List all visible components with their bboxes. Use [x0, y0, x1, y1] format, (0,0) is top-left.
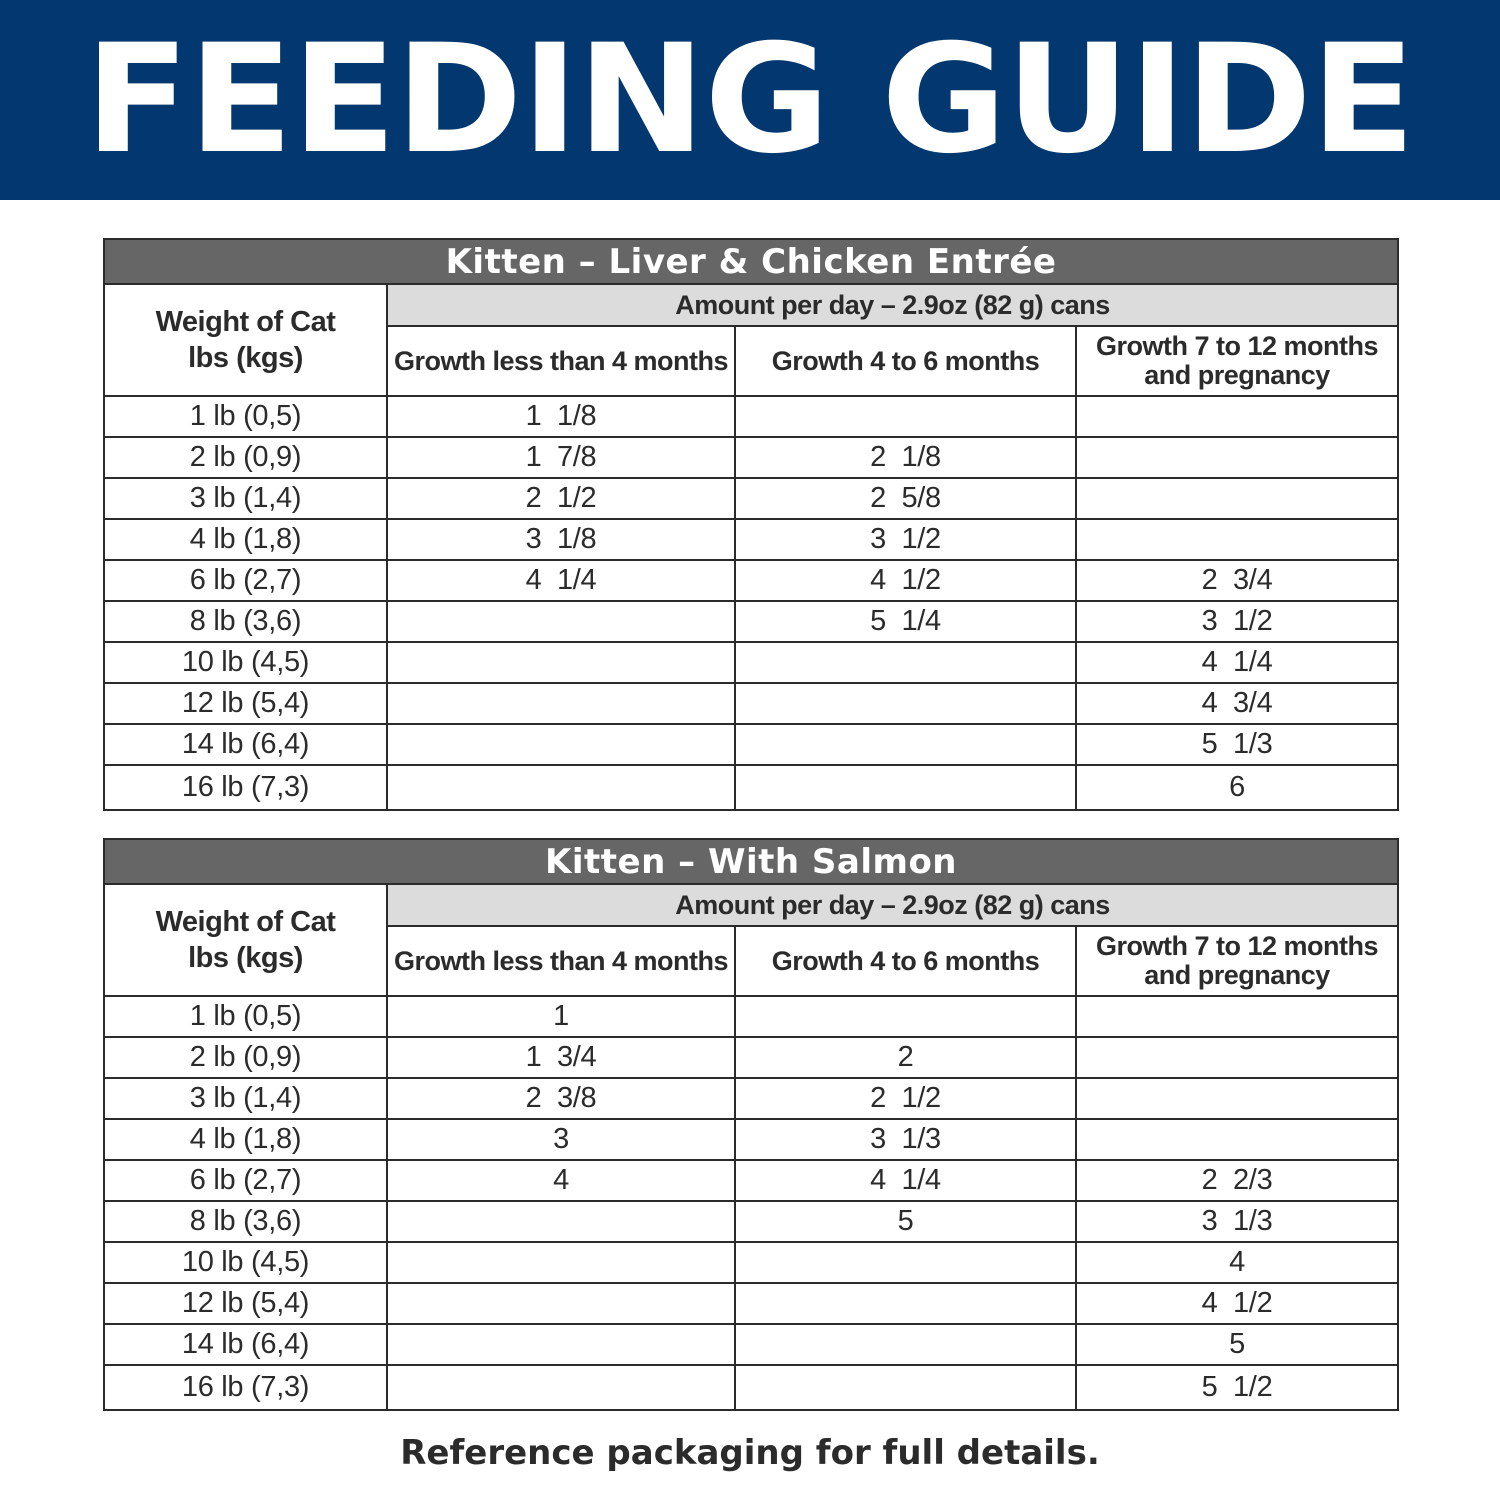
- weight-cell: 8 lb (3,6): [104, 1201, 387, 1242]
- amount-cell: [735, 1324, 1076, 1365]
- table-row: [104, 765, 1398, 810]
- table-row: [104, 1037, 1398, 1078]
- table-row: [104, 478, 1398, 519]
- amount-cell: 4 1/4: [387, 560, 735, 601]
- table-title: Kitten – Liver & Chicken Entrée: [104, 239, 1398, 284]
- column-header-growth-4-6: Growth 4 to 6 months: [735, 926, 1076, 996]
- amount-cell: 3 1/2: [1076, 601, 1398, 642]
- weight-cell: 4 lb (1,8): [104, 1119, 387, 1160]
- amount-cell: [735, 1365, 1076, 1410]
- weight-cell: 2 lb (0,9): [104, 1037, 387, 1078]
- amount-cell: [387, 724, 735, 765]
- amount-cell: [1076, 478, 1398, 519]
- amount-cell: 3 1/3: [1076, 1201, 1398, 1242]
- table-row: [104, 683, 1398, 724]
- table-row: [104, 519, 1398, 560]
- amount-cell: 5 1/4: [735, 601, 1076, 642]
- amount-cell: 2 2/3: [1076, 1160, 1398, 1201]
- weight-cell: 3 lb (1,4): [104, 478, 387, 519]
- footer-note: Reference packaging for full details.: [400, 1433, 1100, 1473]
- amount-cell: 3 1/3: [735, 1119, 1076, 1160]
- table-title: Kitten – With Salmon: [104, 839, 1398, 884]
- weight-column-header: Weight of Cat lbs (kgs): [104, 284, 387, 396]
- weight-cell: 12 lb (5,4): [104, 683, 387, 724]
- weight-cell: 10 lb (4,5): [104, 642, 387, 683]
- table-row: [104, 724, 1398, 765]
- table-row: [104, 1201, 1398, 1242]
- amount-cell: 3 1/2: [735, 519, 1076, 560]
- amount-cell: [1076, 996, 1398, 1037]
- table-row: [104, 560, 1398, 601]
- feeding-table-salmon: [103, 838, 1399, 1411]
- feeding-table-liver-chicken: [103, 238, 1399, 811]
- table-row: [104, 642, 1398, 683]
- amount-cell: 2: [735, 1037, 1076, 1078]
- amount-cell: 5 1/2: [1076, 1365, 1398, 1410]
- amount-cell: 6: [1076, 765, 1398, 810]
- column-header-growth-under-4: Growth less than 4 months: [387, 326, 735, 396]
- column-header-growth-7-12: Growth 7 to 12 months and pregnancy: [1076, 926, 1398, 996]
- amount-cell: 3: [387, 1119, 735, 1160]
- column-header-growth-under-4: Growth less than 4 months: [387, 926, 735, 996]
- amount-cell: 5 1/3: [1076, 724, 1398, 765]
- weight-cell: 12 lb (5,4): [104, 1283, 387, 1324]
- weight-column-header: Weight of Cat lbs (kgs): [104, 884, 387, 996]
- amount-cell: [387, 1324, 735, 1365]
- amount-cell: [735, 1283, 1076, 1324]
- amount-cell: [387, 683, 735, 724]
- table-row: [104, 1078, 1398, 1119]
- table-row: [104, 996, 1398, 1037]
- amount-cell: 4 1/4: [1076, 642, 1398, 683]
- table-body: [104, 996, 1398, 1410]
- table-row: [104, 1283, 1398, 1324]
- amount-cell: 2 3/4: [1076, 560, 1398, 601]
- amount-cell: 4 1/2: [735, 560, 1076, 601]
- amount-cell: [735, 683, 1076, 724]
- weight-cell: 1 lb (0,5): [104, 996, 387, 1037]
- amount-cell: [1076, 519, 1398, 560]
- table-row: [104, 1324, 1398, 1365]
- column-header-growth-4-6: Growth 4 to 6 months: [735, 326, 1076, 396]
- amount-cell: [735, 996, 1076, 1037]
- amount-header: Amount per day – 2.9oz (82 g) cans: [387, 284, 1398, 326]
- weight-cell: 16 lb (7,3): [104, 765, 387, 810]
- amount-cell: [1076, 1119, 1398, 1160]
- weight-cell: 6 lb (2,7): [104, 1160, 387, 1201]
- amount-cell: 5: [1076, 1324, 1398, 1365]
- amount-cell: 1 7/8: [387, 437, 735, 478]
- amount-cell: 2 3/8: [387, 1078, 735, 1119]
- table-row: [104, 437, 1398, 478]
- amount-cell: [735, 642, 1076, 683]
- table-body: [104, 396, 1398, 810]
- amount-cell: 3 1/8: [387, 519, 735, 560]
- amount-cell: 5: [735, 1201, 1076, 1242]
- weight-cell: 2 lb (0,9): [104, 437, 387, 478]
- weight-cell: 6 lb (2,7): [104, 560, 387, 601]
- amount-cell: 2 1/2: [735, 1078, 1076, 1119]
- table-row: [104, 396, 1398, 437]
- amount-cell: [735, 1242, 1076, 1283]
- table-row: [104, 1242, 1398, 1283]
- amount-cell: [1076, 1037, 1398, 1078]
- amount-cell: [735, 765, 1076, 810]
- amount-cell: 4: [387, 1160, 735, 1201]
- amount-cell: 2 1/2: [387, 478, 735, 519]
- table-row: [104, 1119, 1398, 1160]
- amount-cell: 4: [1076, 1242, 1398, 1283]
- amount-cell: [1076, 396, 1398, 437]
- amount-cell: 2 1/8: [735, 437, 1076, 478]
- amount-cell: [387, 642, 735, 683]
- header-banner: [0, 0, 1500, 200]
- amount-cell: [1076, 1078, 1398, 1119]
- amount-cell: 4 1/2: [1076, 1283, 1398, 1324]
- amount-cell: 2 5/8: [735, 478, 1076, 519]
- column-header-growth-7-12: Growth 7 to 12 months and pregnancy: [1076, 326, 1398, 396]
- amount-cell: 1: [387, 996, 735, 1037]
- weight-cell: 14 lb (6,4): [104, 724, 387, 765]
- amount-cell: [387, 1283, 735, 1324]
- amount-cell: [387, 1242, 735, 1283]
- weight-cell: 10 lb (4,5): [104, 1242, 387, 1283]
- weight-cell: 16 lb (7,3): [104, 1365, 387, 1410]
- amount-cell: [1076, 437, 1398, 478]
- table-row: [104, 601, 1398, 642]
- amount-header: Amount per day – 2.9oz (82 g) cans: [387, 884, 1398, 926]
- weight-cell: 14 lb (6,4): [104, 1324, 387, 1365]
- weight-cell: 4 lb (1,8): [104, 519, 387, 560]
- table-row: [104, 1365, 1398, 1410]
- amount-cell: [387, 1201, 735, 1242]
- amount-cell: [387, 765, 735, 810]
- weight-cell: 3 lb (1,4): [104, 1078, 387, 1119]
- table-row: [104, 1160, 1398, 1201]
- amount-cell: 1 3/4: [387, 1037, 735, 1078]
- page-title: FEEDING GUIDE: [85, 13, 1415, 187]
- weight-cell: 1 lb (0,5): [104, 396, 387, 437]
- amount-cell: [735, 396, 1076, 437]
- amount-cell: 4 1/4: [735, 1160, 1076, 1201]
- amount-cell: [735, 724, 1076, 765]
- amount-cell: [387, 1365, 735, 1410]
- amount-cell: [387, 601, 735, 642]
- amount-cell: 1 1/8: [387, 396, 735, 437]
- weight-cell: 8 lb (3,6): [104, 601, 387, 642]
- amount-cell: 4 3/4: [1076, 683, 1398, 724]
